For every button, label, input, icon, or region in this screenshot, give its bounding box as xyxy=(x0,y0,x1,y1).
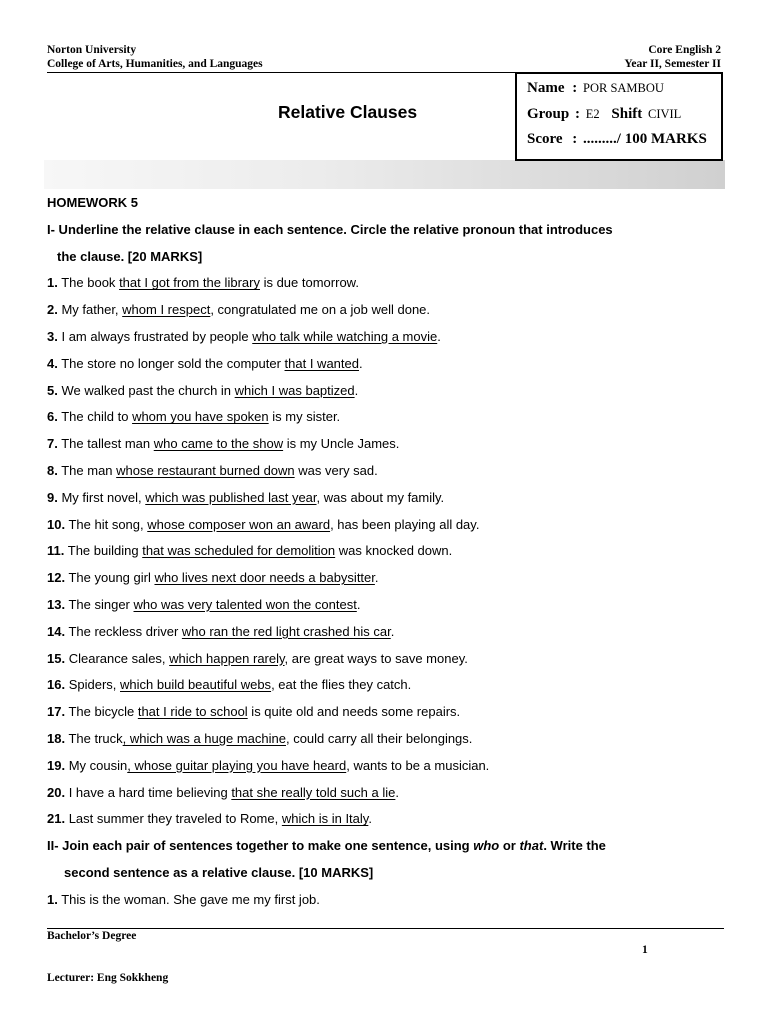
relative-clause: , which was a huge machine xyxy=(122,730,286,746)
list-item: 15. Clearance sales, which happen rarely, are great ways to save money. xyxy=(47,650,468,666)
relative-clause: whom I respect xyxy=(122,302,211,318)
score-row xyxy=(527,131,707,148)
list-item: 8. The man whose restaurant burned down was very sad. xyxy=(47,462,378,478)
list-item: 9. My first novel, which was published last year, was about my family. xyxy=(47,489,445,505)
group-label: Group xyxy=(527,106,570,122)
university-name: Norton University xyxy=(47,44,137,56)
score-separator: : xyxy=(572,131,578,147)
list-item: 1. The book that I got from the library is due tomorrow. xyxy=(47,275,359,291)
relative-clause: that I ride to school xyxy=(137,704,248,720)
group-separator: : xyxy=(575,106,580,122)
list-item: 3. I am always frustrated by people who talk while watching a movie. xyxy=(47,328,441,344)
list-item: 4. The store no longer sold the computer that I wanted. xyxy=(47,355,363,371)
footer-lecturer: Lecturer: Eng Sokkheng xyxy=(47,972,169,984)
relative-clause: that I got from the library xyxy=(119,275,260,291)
list-item: 10. The hit song, whose composer won an award, has been playing all day. xyxy=(47,516,480,532)
list-item: 13. The singer who was very talented won the contest. xyxy=(47,596,361,612)
list-item: 2. My father, whom I respect, congratulated me on a job well done. xyxy=(47,302,431,318)
header-right xyxy=(624,43,721,71)
relative-clause: who was very talented won the contest xyxy=(133,596,357,612)
group-row xyxy=(527,106,681,123)
name-label: Name xyxy=(527,80,565,96)
list-item: 18. The truck, which was a huge machine, could carry all their belongings. xyxy=(47,730,473,746)
relative-clause: who lives next door needs a babysitter xyxy=(154,570,375,586)
header-left xyxy=(47,43,263,71)
relative-clause: that I wanted xyxy=(284,355,359,371)
part1-instruction-line1: I- Underline the relative clause in each sentence. Circle the relative pronoun that introduces xyxy=(47,221,613,237)
group-value: E2 xyxy=(585,107,600,121)
shift-label: Shift xyxy=(611,106,643,122)
year-semester: Year II, Semester II xyxy=(624,58,721,70)
relative-clause: who talk while watching a movie xyxy=(252,328,438,344)
relative-clause: who came to the show xyxy=(153,436,284,452)
list-item: 17. The bicycle that I ride to school is quite old and needs some repairs. xyxy=(47,704,461,720)
list-item: 7. The tallest man who came to the show is my Uncle James. xyxy=(47,436,400,452)
list-item: 11. The building that was scheduled for demolition was knocked down. xyxy=(47,543,453,559)
header-rule xyxy=(47,72,515,73)
relative-clause: whose restaurant burned down xyxy=(116,462,295,478)
footer-rule xyxy=(47,928,724,929)
relative-clause: that was scheduled for demolition xyxy=(142,543,336,559)
relative-clause: , whose guitar playing you have heard xyxy=(127,757,347,773)
list-item: 20. I have a hard time believing that she really told such a lie. xyxy=(47,784,399,800)
relative-clause: that she really told such a lie xyxy=(231,784,396,800)
list-item: 19. My cousin, whose guitar playing you have heard, wants to be a musician. xyxy=(47,757,490,773)
keyword-who: who xyxy=(473,838,500,854)
student-info-box xyxy=(515,72,723,161)
list-item: 1. This is the woman. She gave me my first job. xyxy=(47,891,320,907)
page-title: Relative Clauses xyxy=(278,102,418,122)
relative-clause: whose composer won an award xyxy=(147,516,331,532)
part1-instruction-line2: the clause. [20 MARKS] xyxy=(57,248,203,264)
score-value: ........./ 100 MARKS xyxy=(583,131,707,147)
name-separator: : xyxy=(572,80,578,96)
list-item: 16. Spiders, which build beautiful webs, eat the flies they catch. xyxy=(47,677,412,693)
list-item: 6. The child to whom you have spoken is my sister. xyxy=(47,409,341,425)
relative-clause: which I was baptized xyxy=(234,382,355,398)
keyword-that: that xyxy=(519,838,544,854)
part2-instruction-line1: II- Join each pair of sentences together to make one sentence, using who or that. Write the xyxy=(47,838,606,854)
college-name: College of Arts, Humanities, and Languages xyxy=(47,58,263,70)
relative-clause: which was published last year xyxy=(145,489,317,505)
relative-clause: which happen rarely xyxy=(169,650,285,666)
part2-instruction-line2: second sentence as a relative clause. [10 MARKS] xyxy=(64,864,374,880)
part1-list xyxy=(47,270,727,833)
relative-clause: which is in Italy xyxy=(281,811,369,827)
shift-value: CIVIL xyxy=(647,107,682,121)
course-name: Core English 2 xyxy=(648,44,721,56)
name-row xyxy=(527,80,664,97)
score-label: Score xyxy=(527,131,563,147)
footer-degree: Bachelor’s Degree xyxy=(47,930,137,942)
page-number: 1 xyxy=(642,944,648,956)
list-item: 12. The young girl who lives next door needs a babysitter. xyxy=(47,570,379,586)
relative-clause: who ran the red light crashed his car xyxy=(181,623,391,639)
list-item: 5. We walked past the church in which I was baptized. xyxy=(47,382,359,398)
name-value: POR SAMBOU xyxy=(583,81,664,95)
worksheet-content xyxy=(47,190,727,914)
gray-band xyxy=(44,160,725,189)
list-item: 21. Last summer they traveled to Rome, which is in Italy. xyxy=(47,811,372,827)
relative-clause: which build beautiful webs xyxy=(120,677,272,693)
relative-clause: whom you have spoken xyxy=(132,409,269,425)
homework-heading: HOMEWORK 5 xyxy=(47,195,138,210)
list-item: 14. The reckless driver who ran the red light crashed his car. xyxy=(47,623,395,639)
